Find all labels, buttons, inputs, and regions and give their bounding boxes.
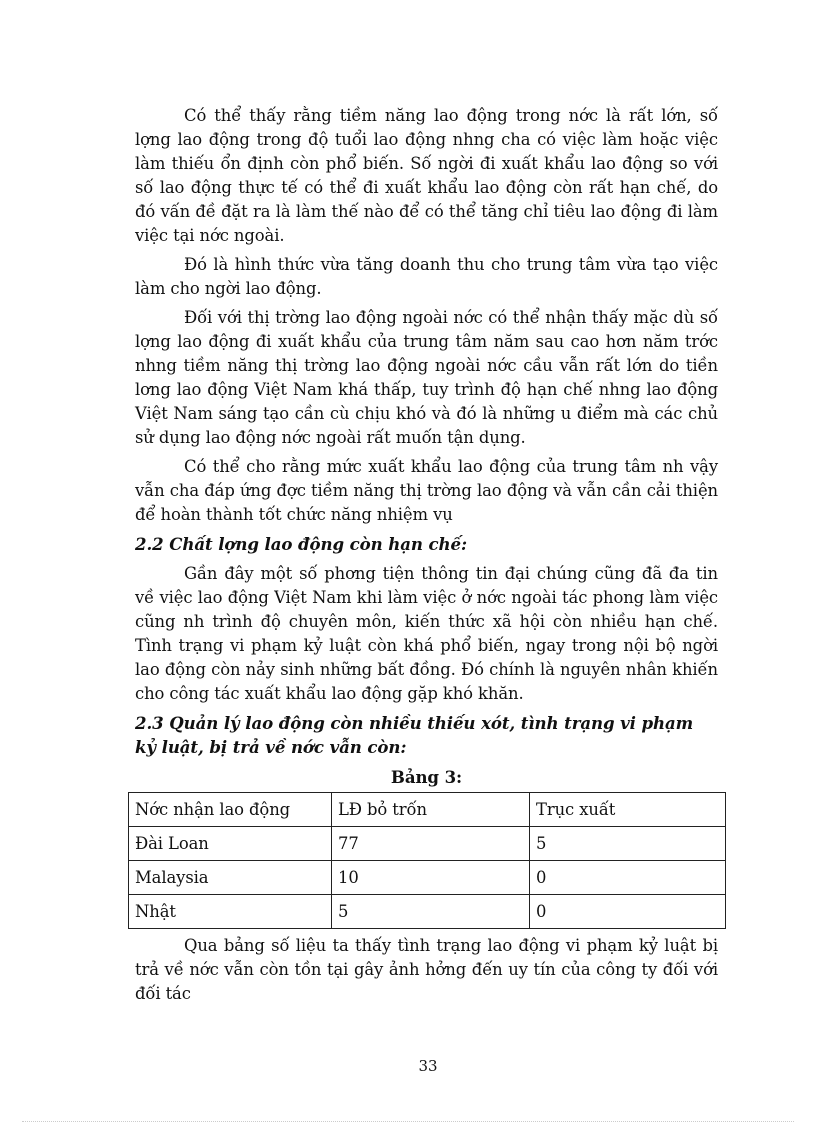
page-content <box>135 104 718 1011</box>
paragraph-3: Đối với thị trờng lao động ngoài nớc có thể nhận thấy mặc dù số lợng lao động đi xuất khẩu của trung tâm năm sau cao hơn năm trớc nhng tiềm năng thị trờng lao động ngoài nớc cầu vẫn rất lớn do tiền lơng lao động Việt Nam khá thấp, tuy trình độ hạn chế nhng lao động Việt Nam sáng tạo cần cù chịu khó và đó là những u điểm mà các chủ sử dụng lao động nớc ngoài rất muốn tận dụng. <box>135 308 718 447</box>
table-cell: 10 <box>332 861 530 895</box>
table-header-cell: Trục xuất <box>530 793 726 827</box>
table-header-row <box>129 793 726 827</box>
table-header-cell: LĐ bỏ trốn <box>332 793 530 827</box>
paragraph-2: Đó là hình thức vừa tăng doanh thu cho trung tâm vừa tạo việc làm cho ngời lao động. <box>135 255 718 298</box>
section-heading-2-3: 2.3 Quản lý lao động còn nhiều thiếu xót, tình trạng vi phạm kỷ luật, bị trả về nớc vẫn còn: <box>135 713 694 757</box>
table-row <box>129 827 726 861</box>
page-number: 33 <box>418 1057 438 1075</box>
table-caption: Bảng 3: <box>390 767 463 787</box>
section-heading-2-2: 2.2 Chất lợng lao động còn hạn chế: <box>135 534 467 554</box>
table-cell: 0 <box>530 861 726 895</box>
table-row <box>129 861 726 895</box>
table-row <box>129 895 726 929</box>
paragraph-after-table: Qua bảng số liệu ta thấy tình trạng lao động vi phạm kỷ luật bị trả về nớc vẫn còn tồn tại gây ảnh hởng đến uy tín của công ty đối với đối tác <box>135 936 718 1003</box>
paragraph-1: Có thể thấy rằng tiềm năng lao động trong nớc là rất lớn, số lợng lao động trong độ tuổi lao động nhng cha có việc làm hoặc việc làm thiếu ổn định còn phổ biến. Số ngời đi xuất khẩu lao động so với số lao động thực tế có thể đi xuất khẩu lao động còn rất hạn chế, do đó vấn đề đặt ra là làm thế nào để có thể tăng chỉ tiêu lao động đi làm việc tại nớc ngoài. <box>135 106 718 245</box>
table-cell: Nhật <box>129 895 332 929</box>
table-cell: 5 <box>332 895 530 929</box>
table-cell: 5 <box>530 827 726 861</box>
data-table <box>128 792 726 929</box>
page-bottom-divider <box>22 1121 794 1122</box>
table-cell: Đài Loan <box>129 827 332 861</box>
table-cell: Malaysia <box>129 861 332 895</box>
paragraph-4: Có thể cho rằng mức xuất khẩu lao động của trung tâm nh vậy vẫn cha đáp ứng đợc tiềm năng thị trờng lao động và vẫn cần cải thiện để hoàn thành tốt chức năng nhiệm vụ <box>135 457 718 524</box>
table-cell: 0 <box>530 895 726 929</box>
paragraph-2-2: Gần đây một số phơng tiện thông tin đại chúng cũng đã đa tin về việc lao động Việt Nam khi làm việc ở nớc ngoài tác phong làm việc cũng nh trình độ chuyên môn, kiến thức xã hội còn nhiều hạn chế. Tình trạng vi phạm kỷ luật còn khá phổ biến, ngay trong nội bộ ngời lao động còn nảy sinh những bất đồng. Đó chính là nguyên nhân khiến cho công tác xuất khẩu lao động gặp khó khăn. <box>135 564 718 703</box>
table-header-cell: Nớc nhận lao động <box>129 793 332 827</box>
table-cell: 77 <box>332 827 530 861</box>
